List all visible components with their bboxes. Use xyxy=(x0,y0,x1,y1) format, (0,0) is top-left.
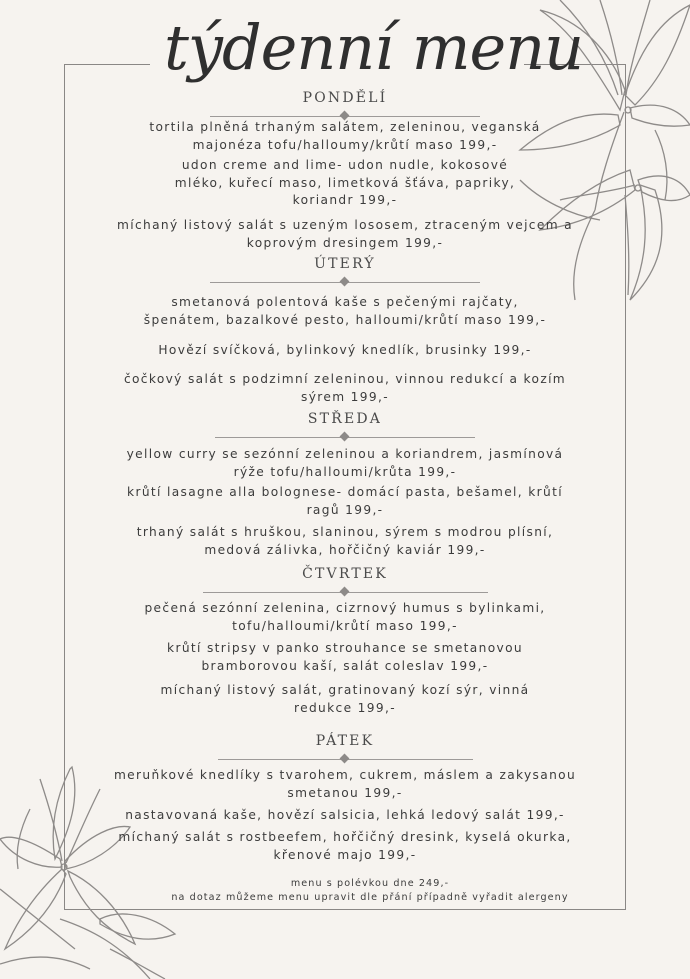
day-heading: ÚTERÝ xyxy=(314,256,376,272)
menu-item: tortila plněná trhaným salátem, zeleninou, veganská majonéza tofu/halloumy/krůtí maso 199,- xyxy=(149,120,541,152)
menu-item: míchaný listový salát s uzeným lososem, ztraceným vejcem a koprovým dresingem 199,- xyxy=(117,218,573,250)
menu-item: míchaný listový salát, gratinovaný kozí sýr, vinná redukce 199,- xyxy=(160,683,530,715)
day-heading: ČTVRTEK xyxy=(302,566,388,582)
menu-item: udon creme and lime- udon nudle, kokosové mléko, kuřecí maso, limetková šťáva, papriky, koriandr 199,- xyxy=(174,158,516,207)
day-section-thursday xyxy=(0,566,690,598)
allergen-note: na dotaz můžeme menu upravit dle přání případně vyřadit alergeny xyxy=(171,892,569,903)
menu-item: míchaný salát s rostbeefem, hořčičný dresink, kyselá okurka, křenové majo 199,- xyxy=(118,830,572,862)
menu-item: yellow curry se sezónní zeleninou a koriandrem, jasmínová rýže tofu/halloumi/krůta 199,- xyxy=(126,447,564,479)
menu-item: smetanová polentová kaše s pečenými rajčaty, špenátem, bazalkové pesto, halloumi/krůtí maso 199,- xyxy=(143,295,547,327)
day-section-friday xyxy=(0,733,690,765)
heading-divider xyxy=(203,586,488,598)
day-section-wednesday xyxy=(0,411,690,443)
menu-title: týdenní menu xyxy=(150,0,524,96)
day-section-tuesday xyxy=(0,256,690,288)
menu-item: krůtí stripsy v panko strouhance se smetanovou bramborovou kaší, salát coleslav 199,- xyxy=(167,641,523,673)
menu-item: pečená sezónní zelenina, cizrnový humus s bylinkami, tofu/halloumi/krůtí maso 199,- xyxy=(144,601,546,633)
menu-item: Hovězí svíčková, bylinkový knedlík, brusinky 199,- xyxy=(158,343,532,357)
heading-divider xyxy=(215,431,475,443)
menu-item: krůtí lasagne alla bolognese- domácí pasta, bešamel, krůtí ragů 199,- xyxy=(127,485,563,517)
day-heading: STŘEDA xyxy=(307,411,383,427)
menu-item: meruňkové knedlíky s tvarohem, cukrem, máslem a zakysanou smetanou 199,- xyxy=(113,768,577,800)
menu-item: trhaný salát s hruškou, slaninou, sýrem s modrou plísní, medová zálivka, hořčičný kaviár 199,- xyxy=(136,525,554,557)
footer-note xyxy=(100,877,640,905)
soup-price-note: menu s polévkou dne 249,- xyxy=(290,878,450,889)
menu-item: nastavovaná kaše, hovězí salsicia, lehká ledový salát 199,- xyxy=(125,808,565,822)
day-heading: PÁTEK xyxy=(315,733,375,749)
heading-divider xyxy=(218,753,473,765)
menu-item: čočkový salát s podzimní zeleninou, vinnou redukcí a kozím sýrem 199,- xyxy=(123,372,567,404)
heading-divider xyxy=(210,276,480,288)
day-section-monday xyxy=(0,90,690,122)
day-heading: PONDĚLÍ xyxy=(302,90,388,106)
